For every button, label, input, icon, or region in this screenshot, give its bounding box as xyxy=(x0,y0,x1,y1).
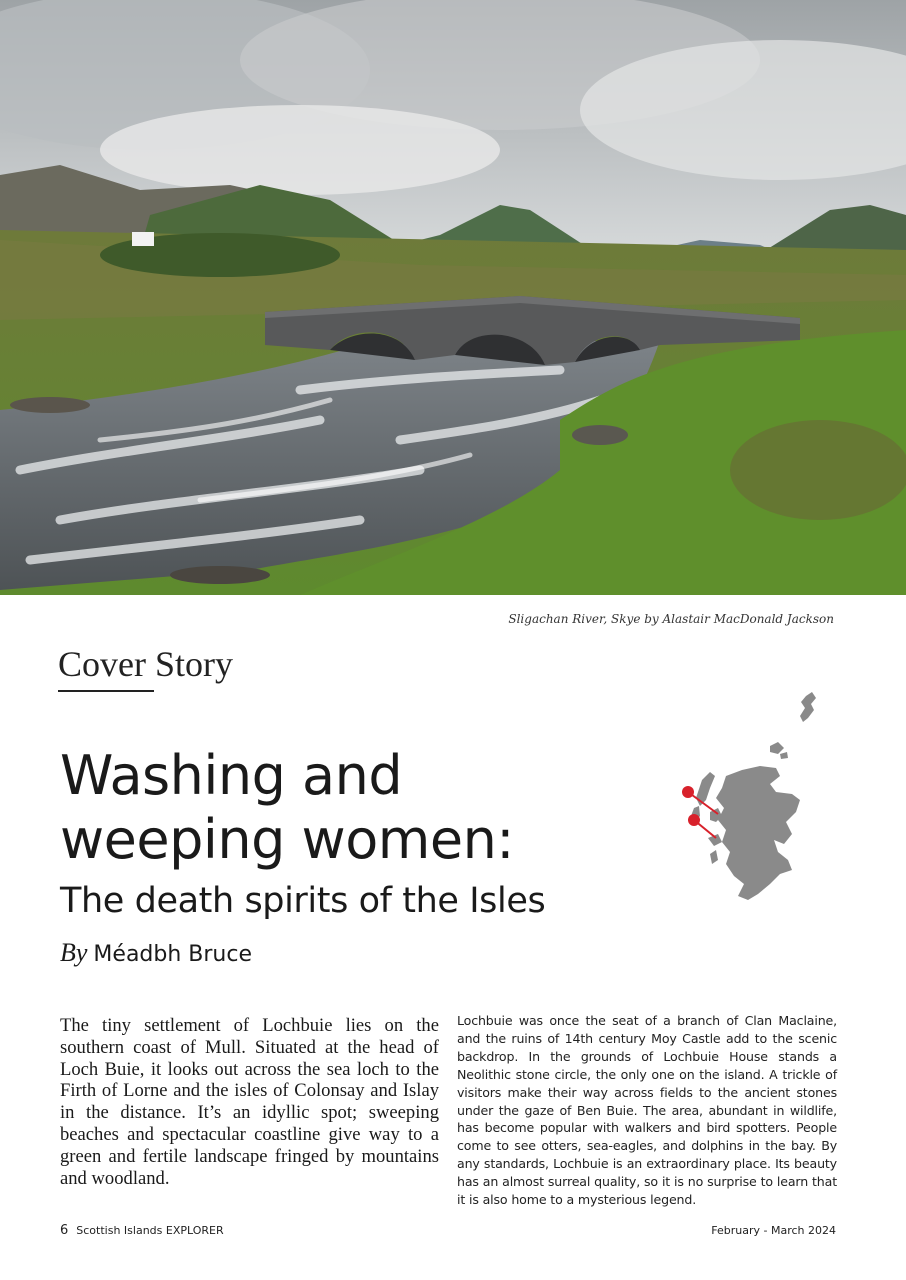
page-number: 6 xyxy=(60,1223,69,1238)
section-label: Cover Story xyxy=(58,644,233,684)
article-paragraph-2: Lochbuie was once the seat of a branch of Clan Maclaine, and the ruins of 14th century Moy Castle add to the scenic backdrop. In the grounds of Lochbuie House stands a Neolithic stone circle, the only one on the island. A trickle of visitors make their way across fields to the ancient stones under the gaze of Ben Buie. The area, abundant in wildlife, has become popular with walkers and bird spotters. People come to see otters, sea-eagles, and dolphins in the bay. By any standards, Lochbuie is an extraordinary place. Its beauty has an almost surreal quality, so it is no surprise to learn that it is also home to a mysterious legend. xyxy=(457,1013,837,1208)
byline-prefix: By xyxy=(60,938,88,967)
article-paragraph-1: The tiny settlement of Lochbuie lies on the southern coast of Mull. Situated at the head of Loch Buie, it looks out across the sea loch to the Firth of Lorne and the isles of Colonsay and Islay in the distance. It’s an idyllic spot; sweeping beaches and spectacular coastline give way to a green and fertile landscape fringed by mountains and woodland. xyxy=(60,1015,439,1189)
hero-photo xyxy=(0,0,906,595)
section-rule xyxy=(58,690,154,692)
scotland-locator-map xyxy=(660,688,830,908)
article-subtitle: The death spirits of the Isles xyxy=(60,881,546,921)
map-marker-mull xyxy=(688,814,700,826)
map-marker-skye xyxy=(682,786,694,798)
author-name: Méadbh Bruce xyxy=(93,942,252,967)
scotland-landmass xyxy=(691,692,816,900)
article-title: Washing and weeping women: xyxy=(60,744,515,871)
photo-caption: Sligachan River, Skye by Alastair MacDonald Jackson xyxy=(508,612,834,626)
page-footer-left xyxy=(60,1223,224,1238)
magazine-name: Scottish Islands EXPLORER xyxy=(76,1224,224,1237)
byline xyxy=(60,938,252,968)
issue-date: February - March 2024 xyxy=(711,1224,836,1237)
